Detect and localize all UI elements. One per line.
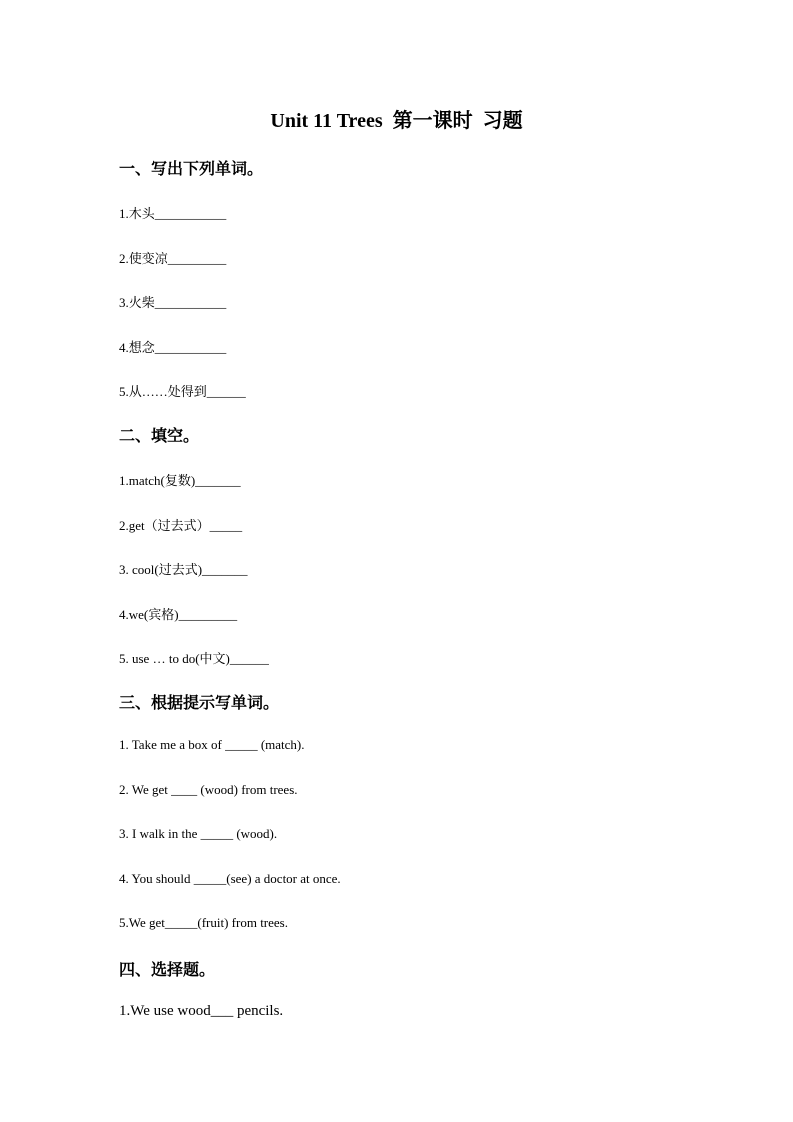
section-2-heading: 二、填空。	[119, 428, 200, 445]
section-4-item-1: 1.We use wood___ pencils.	[119, 1003, 284, 1019]
section-3-item-2: 2. We get ____ (wood) from trees.	[119, 782, 298, 797]
section-3-item-4: 4. You should _____(see) a doctor at once.	[119, 871, 341, 886]
section-1-item-3: 3.火柴___________	[119, 295, 227, 310]
section-1-item-5: 5.从……处得到______	[119, 384, 246, 399]
section-3-item-1: 1. Take me a box of _____ (match).	[119, 737, 305, 752]
section-1-item-2: 2.使变凉_________	[119, 251, 227, 266]
section-1-item-1: 1.木头___________	[119, 206, 227, 221]
section-1-heading: 一、写出下列单词。	[119, 161, 264, 178]
section-2-item-3: 3. cool(过去式)_______	[119, 562, 248, 577]
section-3-heading: 三、根据提示写单词。	[119, 695, 280, 712]
section-1-item-4: 4.想念___________	[119, 340, 227, 355]
section-2-item-2: 2.get（过去式）_____	[119, 518, 243, 533]
page-title: Unit 11 Trees 第一课时 习题	[270, 110, 523, 132]
section-2-item-5: 5. use … to do(中文)______	[119, 651, 269, 666]
section-2-item-1: 1.match(复数)_______	[119, 473, 241, 488]
section-4-heading: 四、选择题。	[119, 962, 216, 979]
section-2-item-4: 4.we(宾格)_________	[119, 607, 238, 622]
section-3-item-3: 3. I walk in the _____ (wood).	[119, 826, 278, 841]
section-3-item-5: 5.We get_____(fruit) from trees.	[119, 915, 288, 930]
